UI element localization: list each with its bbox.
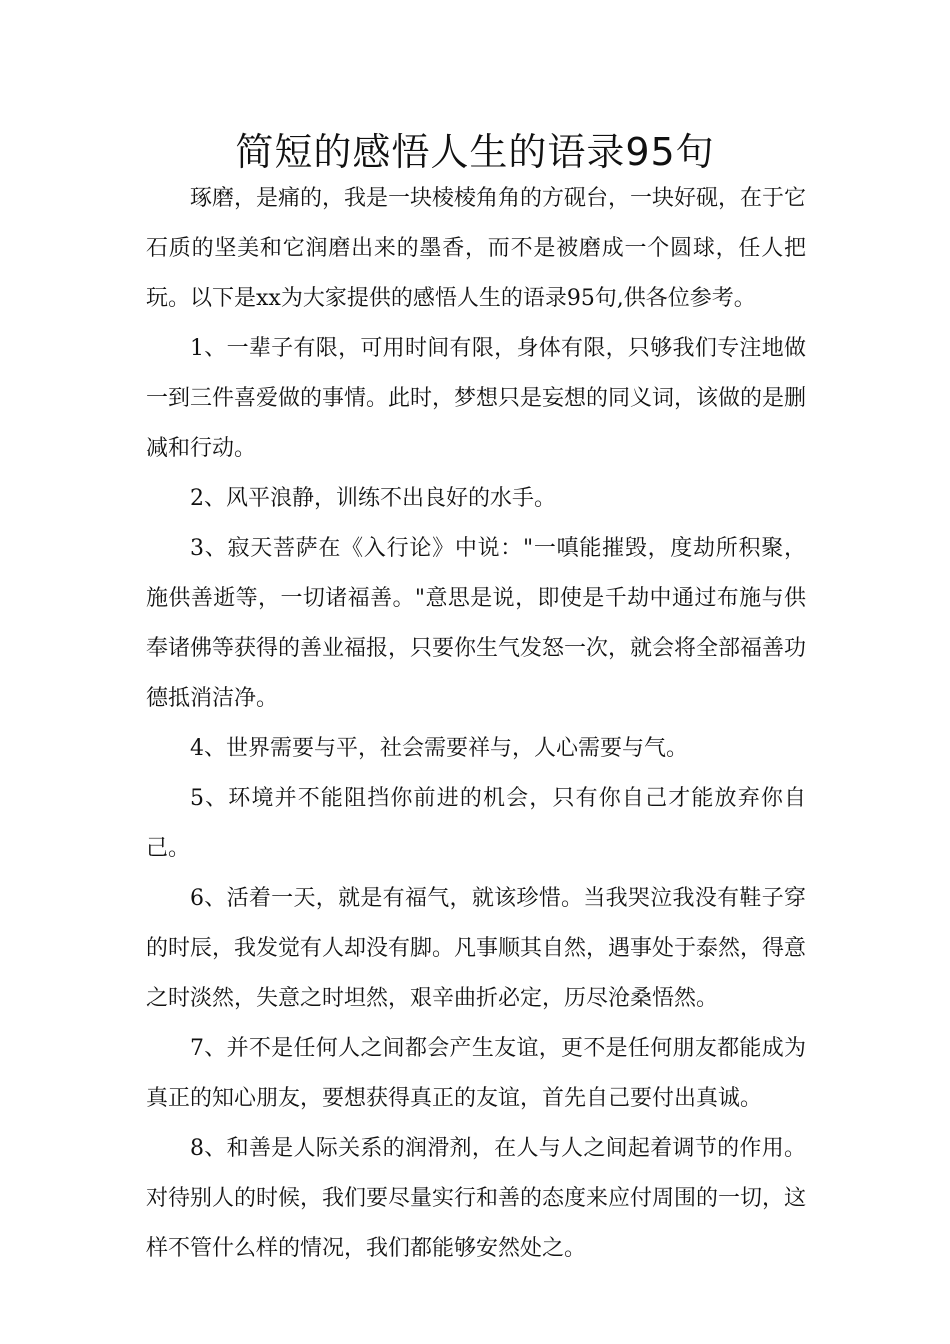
paragraph-item-3: 3、寂天菩萨在《入行论》中说："一嗔能摧毁，度劫所积聚，施供善逝等，一切诸福善。"意思是说，即使是千劫中通过布施与供奉诸佛等获得的善业福报，只要你生气发怒一次，就会将全部福善功德抵消洁净。 — [146, 536, 807, 711]
paragraph-item-7: 7、并不是任何人之间都会产生友谊，更不是任何朋友都能成为真正的知心朋友，要想获得真正的友谊，首先自己要付出真诚。 — [146, 1036, 806, 1111]
paragraph-item-8: 8、和善是人际关系的润滑剂，在人与人之间起着调节的作用。对待别人的时候，我们要尽量实行和善的态度来应付周围的一切，这样不管什么样的情况，我们都能够安然处之。 — [146, 1136, 807, 1261]
paragraph-item-5: 5、环境并不能阻挡你前进的机会，只有你自己才能放弃你自己。 — [146, 786, 806, 861]
document-title: 简短的感悟人生的语录95句 — [235, 130, 715, 174]
paragraph-item-6: 6、活着一天，就是有福气，就该珍惜。当我哭泣我没有鞋子穿的时辰，我发觉有人却没有脚。凡事顺其自然，遇事处于泰然，得意之时淡然，失意之时坦然，艰辛曲折必定，历尽沧桑悟然。 — [146, 886, 807, 1011]
paragraph-item-1: 1、一辈子有限，可用时间有限，身体有限，只够我们专注地做一到三件喜爱做的事情。此时，梦想只是妄想的同义词，该做的是删减和行动。 — [146, 336, 807, 461]
paragraph-intro: 琢磨，是痛的，我是一块棱棱角角的方砚台，一块好砚，在于它石质的坚美和它润磨出来的墨香，而不是被磨成一个圆球，任人把玩。以下是xx为大家提供的感悟人生的语录95句,供各位参考。 — [146, 186, 807, 311]
paragraph-item-4: 4、世界需要与平，社会需要祥与，人心需要与气。 — [190, 736, 688, 761]
document-body — [146, 174, 806, 1274]
paragraph-item-2: 2、风平浪静，训练不出良好的水手。 — [190, 486, 556, 511]
